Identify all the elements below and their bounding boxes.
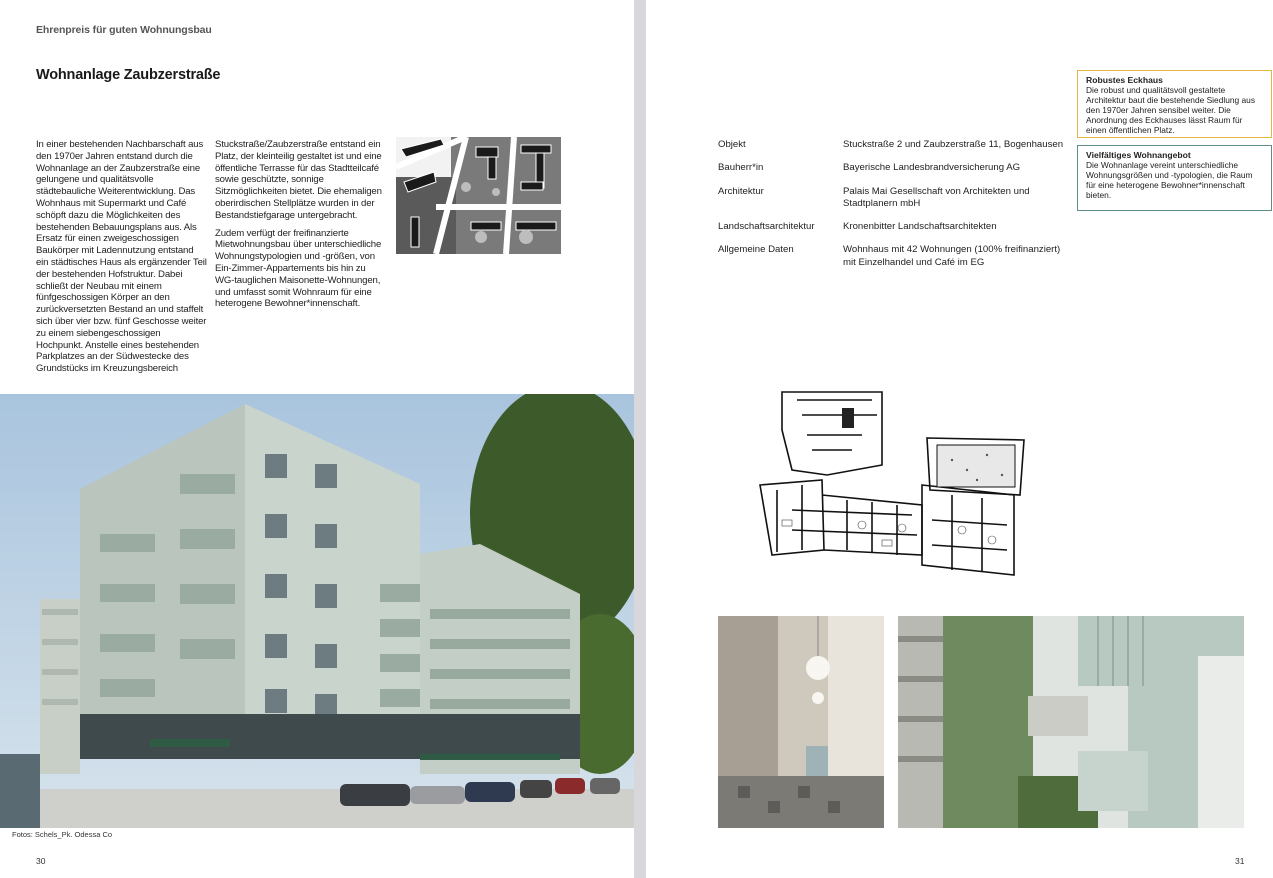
- section-header: Ehrenpreis für guten Wohnungsbau: [36, 24, 212, 36]
- info-value: Wohnhaus mit 42 Wohnungen (100% freifinanziert) mit Einzelhandel und Café im EG: [843, 244, 1061, 268]
- info-key: Allgemeine Daten: [718, 244, 794, 256]
- info-key: Landschaftsarchitektur: [718, 221, 815, 233]
- info-row: [718, 244, 1078, 269]
- right-page: [646, 0, 1273, 878]
- page-title: Wohnanlage Zaubzerstraße: [36, 67, 221, 83]
- info-row: [718, 162, 1078, 174]
- box-title: Vielfältiges Wohnangebot: [1086, 150, 1191, 160]
- box-text: Die robust und qualitätsvoll gestaltete Architektur baut die bestehende Siedlung aus den 1970er Jahren sensibel weiter. Die Anordnung des Eckhauses lässt Raum für einen öffentlichen Platz.: [1086, 85, 1256, 135]
- project-info-table: [718, 139, 1078, 280]
- box-title: Robustes Eckhaus: [1086, 75, 1163, 85]
- info-key: Objekt: [718, 139, 746, 150]
- info-key: Architektur: [718, 185, 764, 197]
- body-paragraph: In einer bestehenden Nachbarschaft aus den 1970er Jahren entstand durch die Wohnanlage an der Zaubzerstraße eine gelungene und qualitätsvolle städtebauliche Weiterentwicklung. Das Wohnhaus mit Supermarkt und Café schöpft dazu die Möglichkeiten des bestehenden Bebauungsplans aus. Als Ersatz für einen zweigeschossigen Baukörper mit Ladennutzung entstand ein städtisches Haus als ergänzender Teil der bestehenden Hofstruktur. Dabei schließt der Neubau mit einem fünfgeschossigen Körper an den zurückversetzten Bestand an und staffelt sich über vier bzw. fünf Geschosse weiter zu einem siebengeschossigen Hochpunkt. Anstelle eines bestehenden Parkplatzes an der Südwestecke des Grundstücks im Kreuzungsbereich: [36, 139, 207, 375]
- info-row: [718, 221, 1078, 233]
- photo-credit: Fotos: Schels_Pk. Odessa Co: [12, 830, 113, 839]
- interior-photo: [718, 616, 884, 828]
- body-paragraph: Zudem verfügt der freifinanzierte Mietwohnungsbau über unterschiedliche Wohnungstypologien und -größen, von Ein-Zimmer-Appartements bis hin zu WG-tauglichen Maisonette-Wohnungen, und umfasst somit Wohnraum für eine heterogene Bewohner*innenschaft.: [215, 227, 382, 310]
- page-number-left: 30: [36, 856, 46, 866]
- site-plan-image: [396, 137, 561, 254]
- left-page: [0, 0, 634, 878]
- page-number-right: 31: [1235, 856, 1245, 866]
- building-photo: [0, 394, 634, 828]
- info-value: Stuckstraße 2 und Zaubzerstraße 11, Bogenhausen: [843, 139, 1064, 150]
- balcony-photo: [898, 616, 1244, 828]
- highlight-box-robust: [1077, 70, 1272, 138]
- info-row: [718, 139, 1078, 151]
- info-row: [718, 186, 1078, 211]
- text-column-1: [36, 139, 208, 381]
- floor-plan-image: [752, 390, 1028, 580]
- info-value: Kronenbitter Landschaftsarchitekten: [843, 221, 997, 233]
- page-gutter: [634, 0, 646, 878]
- info-key: Bauherr*in: [718, 162, 764, 174]
- body-paragraph: Stuckstraße/Zaubzerstraße entstand ein Platz, der kleinteilig gestaltet ist und eine öffentliche Terrasse für das Stadtteilcafé sowie geschützte, sonnige Sitzmöglichkeiten bietet. Die ehemaligen oberirdischen Stellplätze wurden in der Bestandstiefgarage untergebracht.: [215, 139, 382, 221]
- info-value: Bayerische Landesbrandversicherung AG: [843, 162, 1021, 174]
- box-text: Die Wohnanlage vereint unterschiedliche Wohnungsgrößen und -typologien, die Raum für eine heterogene Bewohner*innenschaft bieten.: [1086, 160, 1253, 200]
- text-column-2: [215, 139, 387, 316]
- highlight-box-varied: [1077, 145, 1272, 211]
- info-value: Palais Mai Gesellschaft von Architekten und Stadtplanern mbH: [843, 185, 1030, 209]
